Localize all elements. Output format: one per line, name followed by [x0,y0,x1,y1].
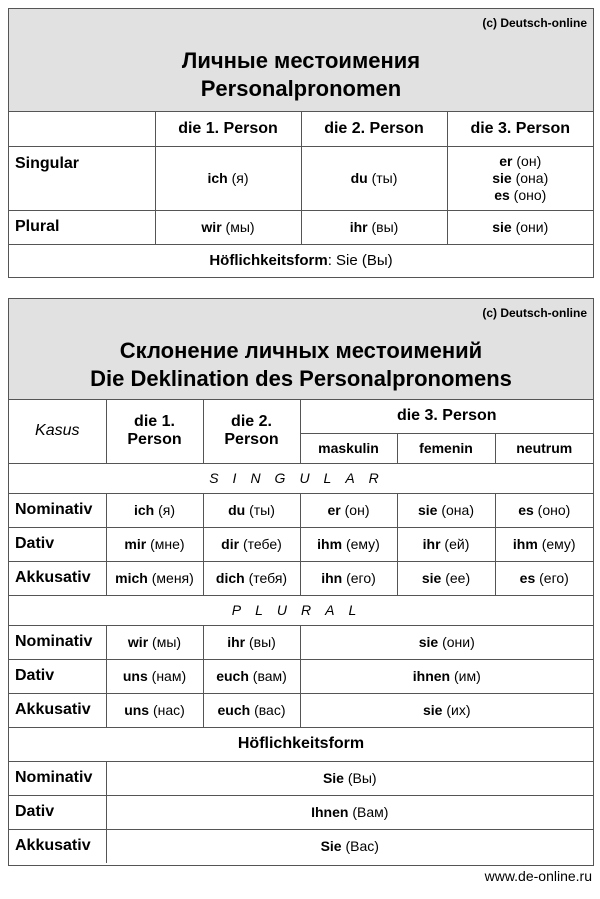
plural-separator: PLURAL [9,595,593,625]
cell: ihm (ему) [300,527,397,561]
page-title [9,47,593,103]
cell: er (он) [300,493,397,527]
cell: uns (нам) [106,659,203,693]
deklination-card [8,298,594,866]
cell: Ihnen (Вам) [106,795,593,829]
row-label: Akkusativ [9,829,106,863]
row-label: Plural [9,210,155,244]
table-row [9,693,593,727]
gender-header: maskulin [300,433,397,463]
cell: es (его) [495,561,593,595]
cell: wir (мы) [155,210,301,244]
polite-cell: Höflichkeitsform: Sie (Вы) [9,244,593,277]
cell: mir (мне) [106,527,203,561]
column-header: die 2. Person [203,400,300,463]
cell: sie (их) [300,693,593,727]
row-label: Dativ [9,527,106,561]
table-header-row [9,400,593,433]
cell: mich (меня) [106,561,203,595]
row-label: Dativ [9,795,106,829]
cell: ich (я) [155,146,301,210]
copyright-label: (c) Deutsch-online [482,306,587,320]
cell: Sie (Вас) [106,829,593,863]
title-ru: Личные местоимения [181,48,421,73]
section-separator [9,463,593,493]
cell: wir (мы) [106,625,203,659]
polite-row [9,244,593,277]
table-header-row [9,112,593,146]
row-label: Akkusativ [9,561,106,595]
row-label: Nominativ [9,625,106,659]
cell: ihn (его) [300,561,397,595]
personalpronomen-card [8,8,594,278]
cell: es (оно) [495,493,593,527]
cell: ihr (ей) [397,527,495,561]
card-header [9,299,593,400]
table-row [9,210,593,244]
table-row [9,561,593,595]
column-header: die 1. Person [155,112,301,146]
page-title [9,337,593,393]
singular-separator: SINGULAR [9,463,593,493]
cell: euch (вам) [203,659,300,693]
table-row [9,625,593,659]
gender-header: neutrum [495,433,593,463]
cell: du (ты) [301,146,447,210]
cell: dir (тебе) [203,527,300,561]
row-label: Nominativ [9,493,106,527]
title-ru: Склонение личных местоимений [119,338,483,363]
cell: sie (ее) [397,561,495,595]
cell: sie (они) [447,210,593,244]
section-separator [9,595,593,625]
column-header: die 1. Person [106,400,203,463]
copyright-label: (c) Deutsch-online [482,16,587,30]
polite-header: Höflichkeitsform [9,727,593,761]
cell: ihnen (им) [300,659,593,693]
cell: ich (я) [106,493,203,527]
cell: dich (тебя) [203,561,300,595]
declension-table [9,400,593,863]
pronoun-table [9,112,593,277]
table-row [9,761,593,795]
cell: ihm (ему) [495,527,593,561]
gender-header: femenin [397,433,495,463]
card-header [9,9,593,112]
cell: sie (они) [300,625,593,659]
table-row [9,795,593,829]
table-row [9,659,593,693]
row-label: Dativ [9,659,106,693]
cell: ihr (вы) [203,625,300,659]
title-de: Personalpronomen [200,76,402,101]
polite-header-row [9,727,593,761]
cell: sie (она) [397,493,495,527]
row-label: Singular [9,146,155,210]
footer-url: www.de-online.ru [484,868,592,884]
cell: ihr (вы) [301,210,447,244]
cell: du (ты) [203,493,300,527]
table-row [9,146,593,210]
column-header: die 3. Person [447,112,593,146]
row-label: Akkusativ [9,693,106,727]
table-row [9,829,593,863]
cell: Sie (Вы) [106,761,593,795]
cell: er (он) sie (она) es (оно) [447,146,593,210]
column-header: die 3. Person [300,400,593,433]
title-de: Die Deklination des Personalpronomens [90,366,512,391]
kasus-header: Kasus [9,400,106,463]
table-row [9,527,593,561]
table-row [9,493,593,527]
cell: euch (вас) [203,693,300,727]
row-label: Nominativ [9,761,106,795]
column-header: die 2. Person [301,112,447,146]
cell: uns (нас) [106,693,203,727]
empty-cell [9,112,155,146]
